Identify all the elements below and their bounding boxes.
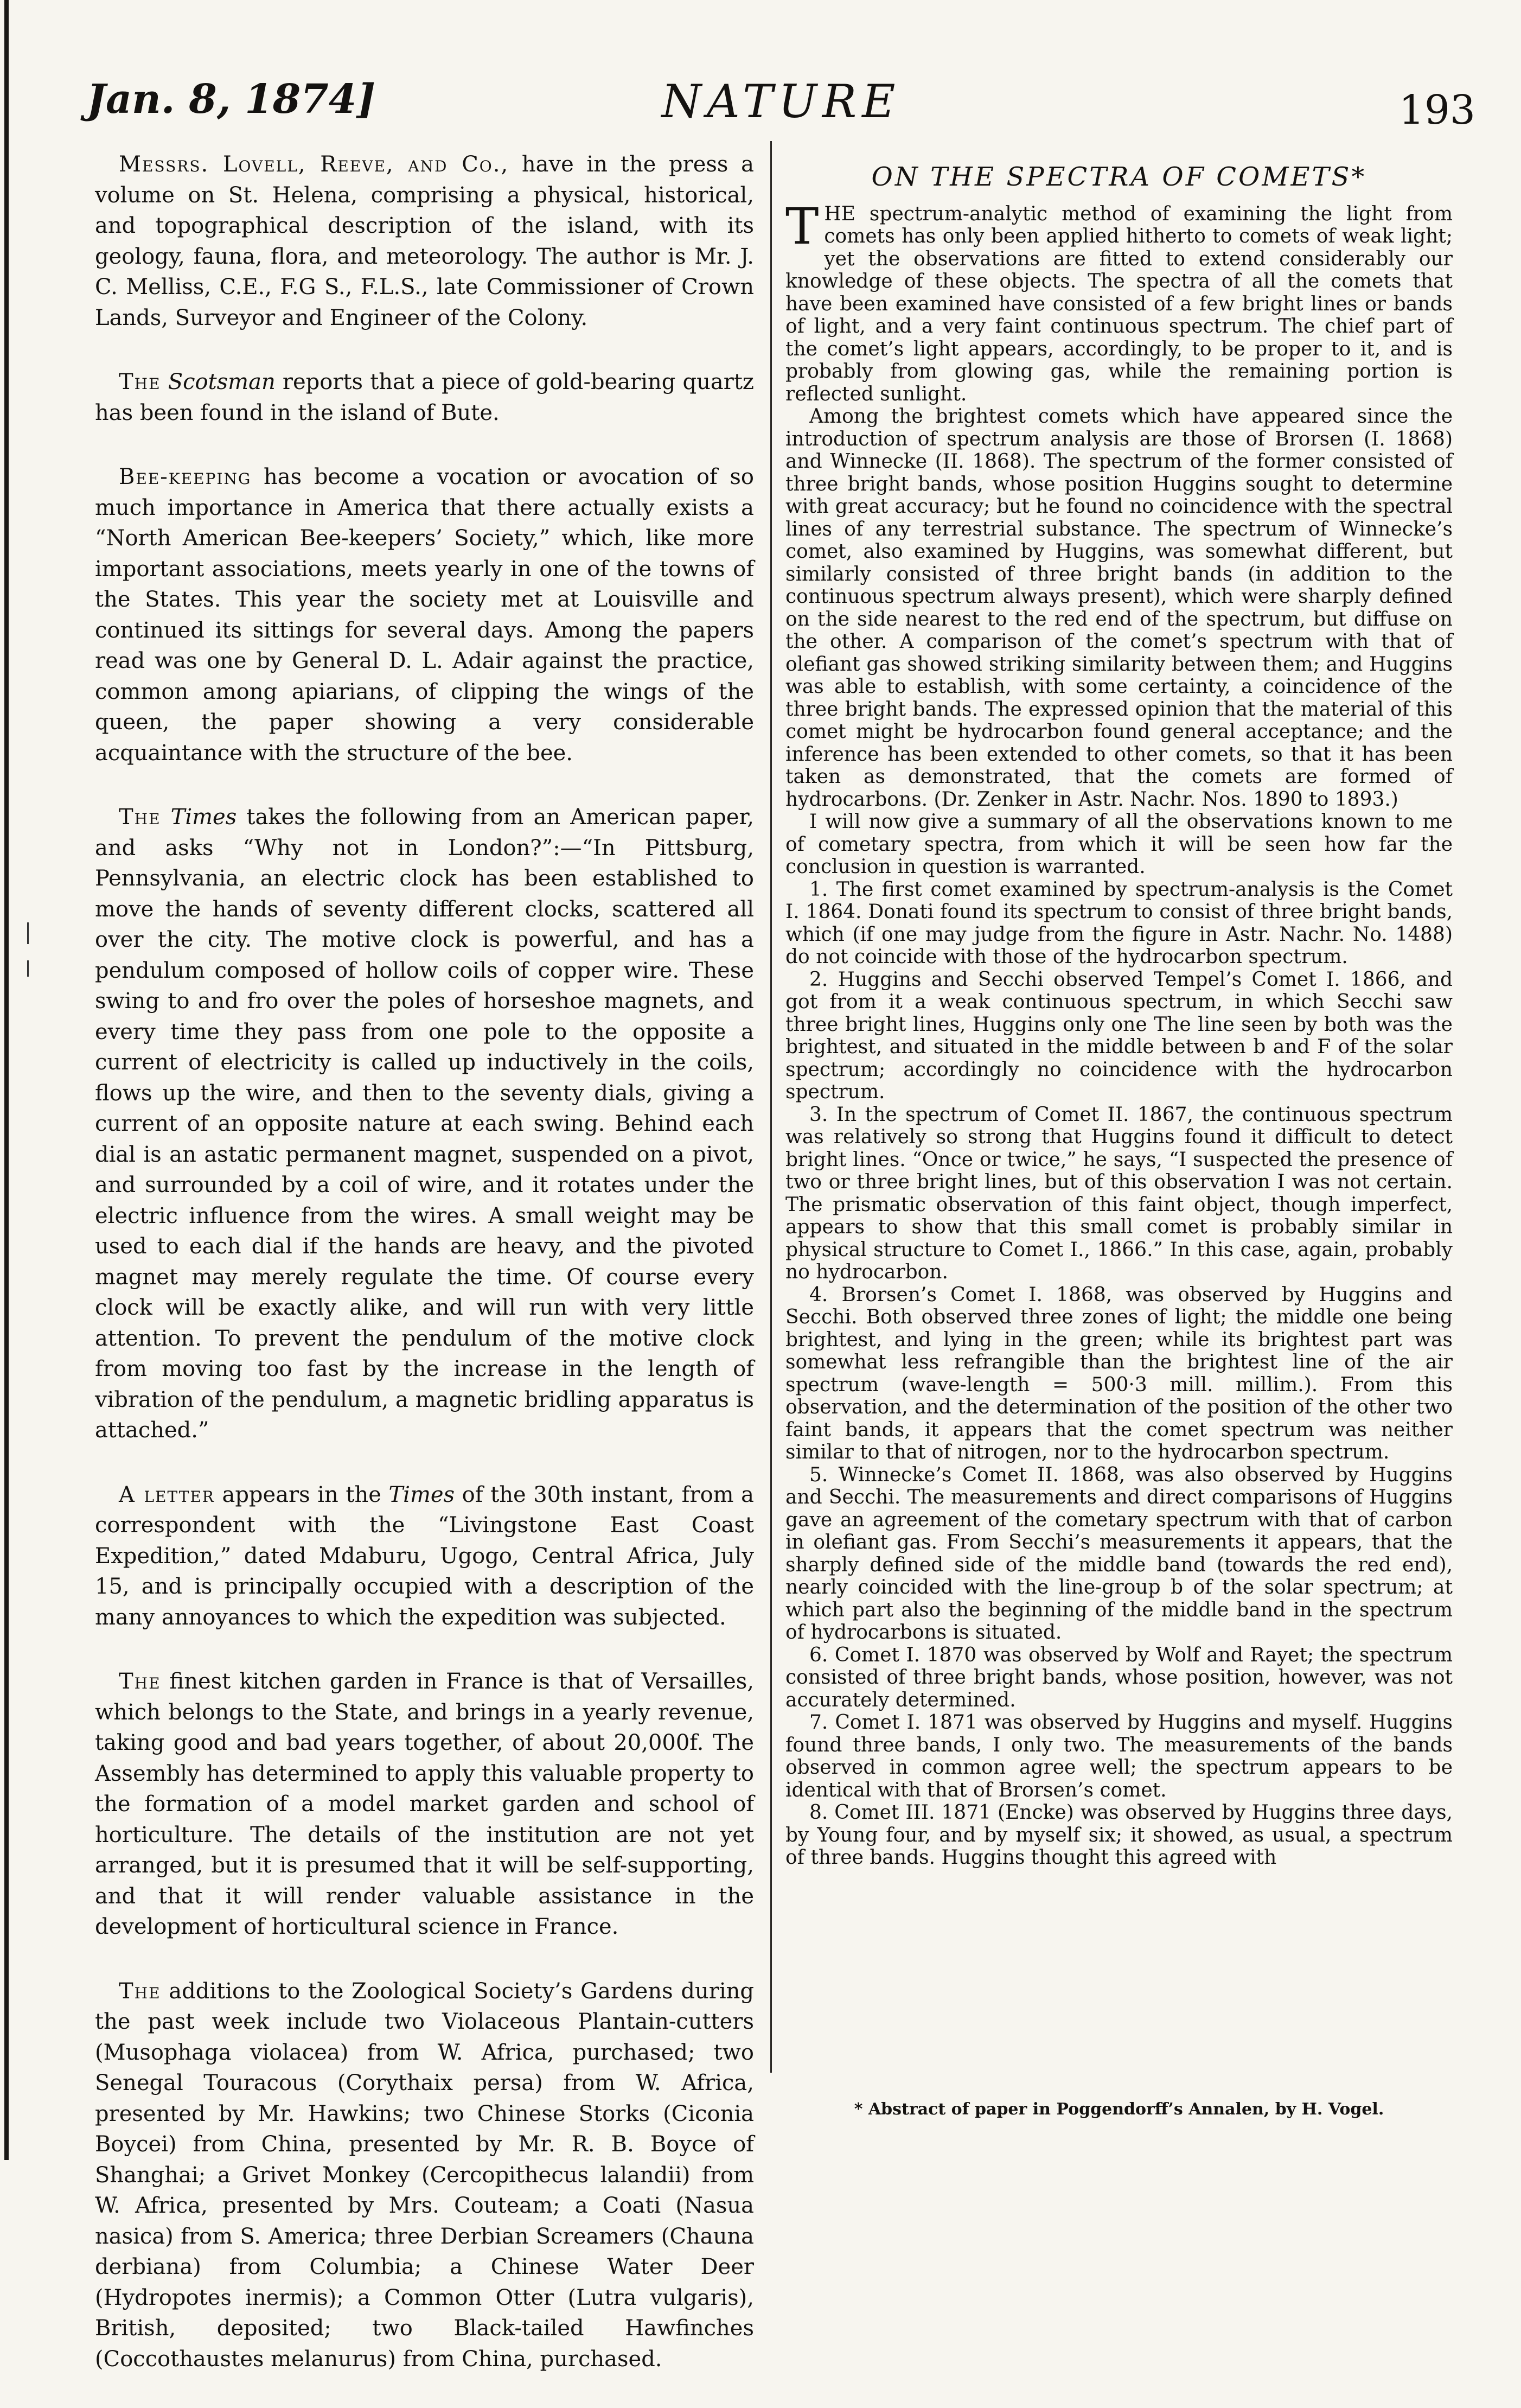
left-column — [95, 149, 754, 2408]
article-item-5: 5. Winnecke’s Comet II. 1868, was also observed by Huggins and Secchi. The measurements and direct comparisons of Huggins gave an agreement of the cometary spectrum with that of carbon in olefiant gas. From Secchi’s measurements it appears, that the sharply defined side of the middle band (towards the red end), nearly coincided with the line-group b of the solar spectrum; at which part also the beginning of the middle band in the spectrum of hydrocarbons is situated. — [785, 1463, 1453, 1643]
journal-title: NATURE — [661, 75, 901, 128]
page-header — [87, 65, 1475, 136]
article-paragraph: Among the brightest comets which have appeared since the introduction of spectrum analysis are those of Brorsen (I. 1868) and Winnecke (II. 1868). The spectrum of the former consisted of three bright bands, whose position Huggins sought to determine with great accuracy; but he found no coincidence with the spectral lines of any terrestrial substance. The spectrum of Winnecke’s comet, also examined by Huggins, was somewhat different, but similarly consisted of three bright bands (in addition to the continuous spectrum always present), which were sharply defined on the side nearest to the red end of the spectrum, but diffuse on the other. A comparison of the comet’s spectrum with that of olefiant gas showed striking similarity between them; and Huggins was able to establish, with some certainty, a coincidence of the three bright bands. The expressed opinion that the material of this comet might be hydrocarbon found general acceptance; and the inference has been extended to other comets, so that it has been taken as demonstrated, that the comets are formed of hydrocarbons. (Dr. Zenker in Astr. Nachr. Nos. 1890 to 1893.) — [785, 405, 1453, 811]
footnote: * Abstract of paper in Poggendorff’s Annalen, by H. Vogel. — [854, 2100, 1384, 2119]
news-item-zoological: The additions to the Zoological Society’s Gardens during the past week include two Violaceous Plantain-cutters (Musophaga violacea) from W. Africa, purchased; two Senegal Touracous (Corythaix persa) from W. Africa, presented by Mr. Hawkins; two Chinese Storks (Ciconia Boycei) from China, presented by Mr. R. B. Boyce of Shanghai; a Grivet Monkey (Cercopithecus lalandii) from W. Africa, presented by Mrs. Couteam; a Coati (Nasua nasica) from S. America; three Derbian Screamers (Chauna derbiana) from Columbia; a Chinese Water Deer (Hydropotes inermis); a Common Otter (Lutra vulgaris), British, deposited; two Black-tailed Hawfinches (Coccothaustes melanurus) from China, purchased. — [95, 1978, 754, 2372]
news-item-bee-keeping: Bee-keeping has become a vocation or avocation of so much importance in America that there actually exists a “North American Bee-keepers’ Society,” which, like more important associations, meets yearly in one of the towns of the States. This year the society met at Louisville and continued its sittings for several days. Among the papers read was one by General D. L. Adair against the practice, common among apiarians, of clipping the wings of the queen, the paper showing a very considerable acquaintance with the structure of the bee. — [95, 464, 754, 766]
article-item-2: 2. Huggins and Secchi observed Tempel’s Comet I. 1866, and got from it a weak continuous spectrum, in which Secchi saw three bright lines, Huggins only one The line seen by both was the brightest, and situated in the middle between b and F of the solar spectrum; accordingly no coincidence with the hydrocarbon spectrum. — [785, 968, 1453, 1103]
article-item-1: 1. The first comet examined by spectrum-analysis is the Comet I. 1864. Donati found its spectrum to consist of three bright bands, which (if one may judge from the figure in Astr. Nachr. No. 1488) do not coincide with those of the hydrocarbon spectrum. — [785, 878, 1453, 968]
article-item-3: 3. In the spectrum of Comet II. 1867, the continuous spectrum was relatively so strong that Huggins found it difficult to detect bright lines. “Once or twice,” he says, “I suspected the presence of two or three bright lines, but of this observation I was not certain. The prismatic observation of this faint object, though imperfect, appears to show that this small comet is probably similar in physical structure to Comet I., 1866.” In this case, again, probably no hydrocarbon. — [785, 1103, 1453, 1283]
article-item-7: 7. Comet I. 1871 was observed by Huggins and myself. Huggins found three bands, I only two. The measurements of the bands observed in common agree well; the spectrum appears to be identical with that of Brorsen’s comet. — [785, 1711, 1453, 1801]
news-item-electric-clock: The Times takes the following from an American paper, and asks “Why not in London?”:—“In Pittsburg, Pennsylvania, an electric clock has been established to move the hands of seventy different clocks, scattered all over the city. The motive clock is powerful, and has a pendulum composed of hollow coils of copper wire. These swing to and fro over the poles of horseshoe magnets, and every time they pass from one pole to the opposite a current of electricity is called up inductively in the coils, flows up the wire, and then to the seventy dials, giving a current of an opposite nature at each swing. Behind each dial is an astatic permanent magnet, suspended on a pivot, and surrounded by a coil of wire, and it rotates under the electric influence from the wires. A small weight may be used to each dial if the hands are heavy, and the pivoted magnet may merely regulate the time. Of course every clock will be exactly alike, and will run with very little attention. To prevent the pendulum of the motive clock from moving too fast by the increase in the length of vibration of the pendulum, a magnetic bridling apparatus is attached.” — [95, 805, 754, 1443]
column-divider — [770, 141, 772, 2073]
header-date: Jan. 8, 1874] — [87, 76, 376, 123]
news-item-lovell: Messrs. Lovell, Reeve, and Co., have in the press a volume on St. Helena, comprising a physical, historical, and topographical description of the island, with its geology, fauna, flora, and meteorology. The author is Mr. J. C. Melliss, C.E., F.G S., F.L.S., late Commissioner of Crown Lands, Surveyor and Engineer of the Colony. — [95, 152, 754, 330]
article-intro: THE spectrum-analytic method of examining the light from comets has only been applied hitherto to comets of weak light; yet the observations are fitted to extend considerably our knowledge of these objects. The spectra of all the comets that have been examined have consisted of a few bright lines or bands of light, and a very faint continuous spectrum. The chief part of the comet’s light appears, accordingly, to be proper to it, and is probably from glowing gas, while the remaining portion is reflected sunlight. — [785, 197, 1453, 405]
article-paragraph: I will now give a summary of all the observations known to me of cometary spectra, from which it will be seen how far the conclusion in question is warranted. — [785, 811, 1453, 878]
margin-mark — [27, 960, 29, 977]
news-item-scotsman: The Scotsman reports that a piece of gold-bearing quartz has been found in the island of Bute. — [95, 370, 754, 425]
margin-mark — [27, 922, 29, 944]
binding-edge — [4, 0, 9, 2160]
drop-cap: T — [785, 197, 819, 256]
right-column — [785, 163, 1453, 1869]
article-item-6: 6. Comet I. 1870 was observed by Wolf and Rayet; the spectrum consisted of three bright bands, whose position, however, was not accurately determined. — [785, 1643, 1453, 1711]
article-item-8: 8. Comet III. 1871 (Encke) was observed by Huggins three days, by Young four, and by myself six; it showed, as usual, a spectrum of three bands. Huggins thought this agreed with — [785, 1801, 1453, 1869]
news-item-versailles: The finest kitchen garden in France is that of Versailles, which belongs to the State, and brings in a yearly revenue, taking good and bad years together, of about 20,000f. The Assembly has determined to apply this valuable property to the formation of a model market garden and school of horticulture. The details of the institution are not yet arranged, but it is presumed that it will be self-supporting, and that it will render valuable assistance in the development of horticultural science in France. — [95, 1669, 754, 1939]
news-item-livingstone: A letter appears in the Times of the 30th instant, from a correspondent with the “Livingstone East Coast Expedition,” dated Mdaburu, Ugogo, Central Africa, July 15, and is principally occupied with a description of the many annoyances to which the expedition was subjected. — [95, 1482, 755, 1630]
article-title: ON THE SPECTRA OF COMETS* — [871, 162, 1367, 192]
article-item-4: 4. Brorsen’s Comet I. 1868, was observed by Huggins and Secchi. Both observed three zones of light; the middle one being brightest, and lying in the green; while its brightest part was somewhat less refrangible than the brightest line of the air spectrum (wave-length = 500·3 mill. millim.). From this observation, and the determination of the position of the other two faint bands, it appears that the comet spectrum was neither similar to that of nitrogen, nor to the hydrocarbon spectrum. — [785, 1283, 1453, 1463]
page-number: 193 — [1398, 87, 1475, 133]
